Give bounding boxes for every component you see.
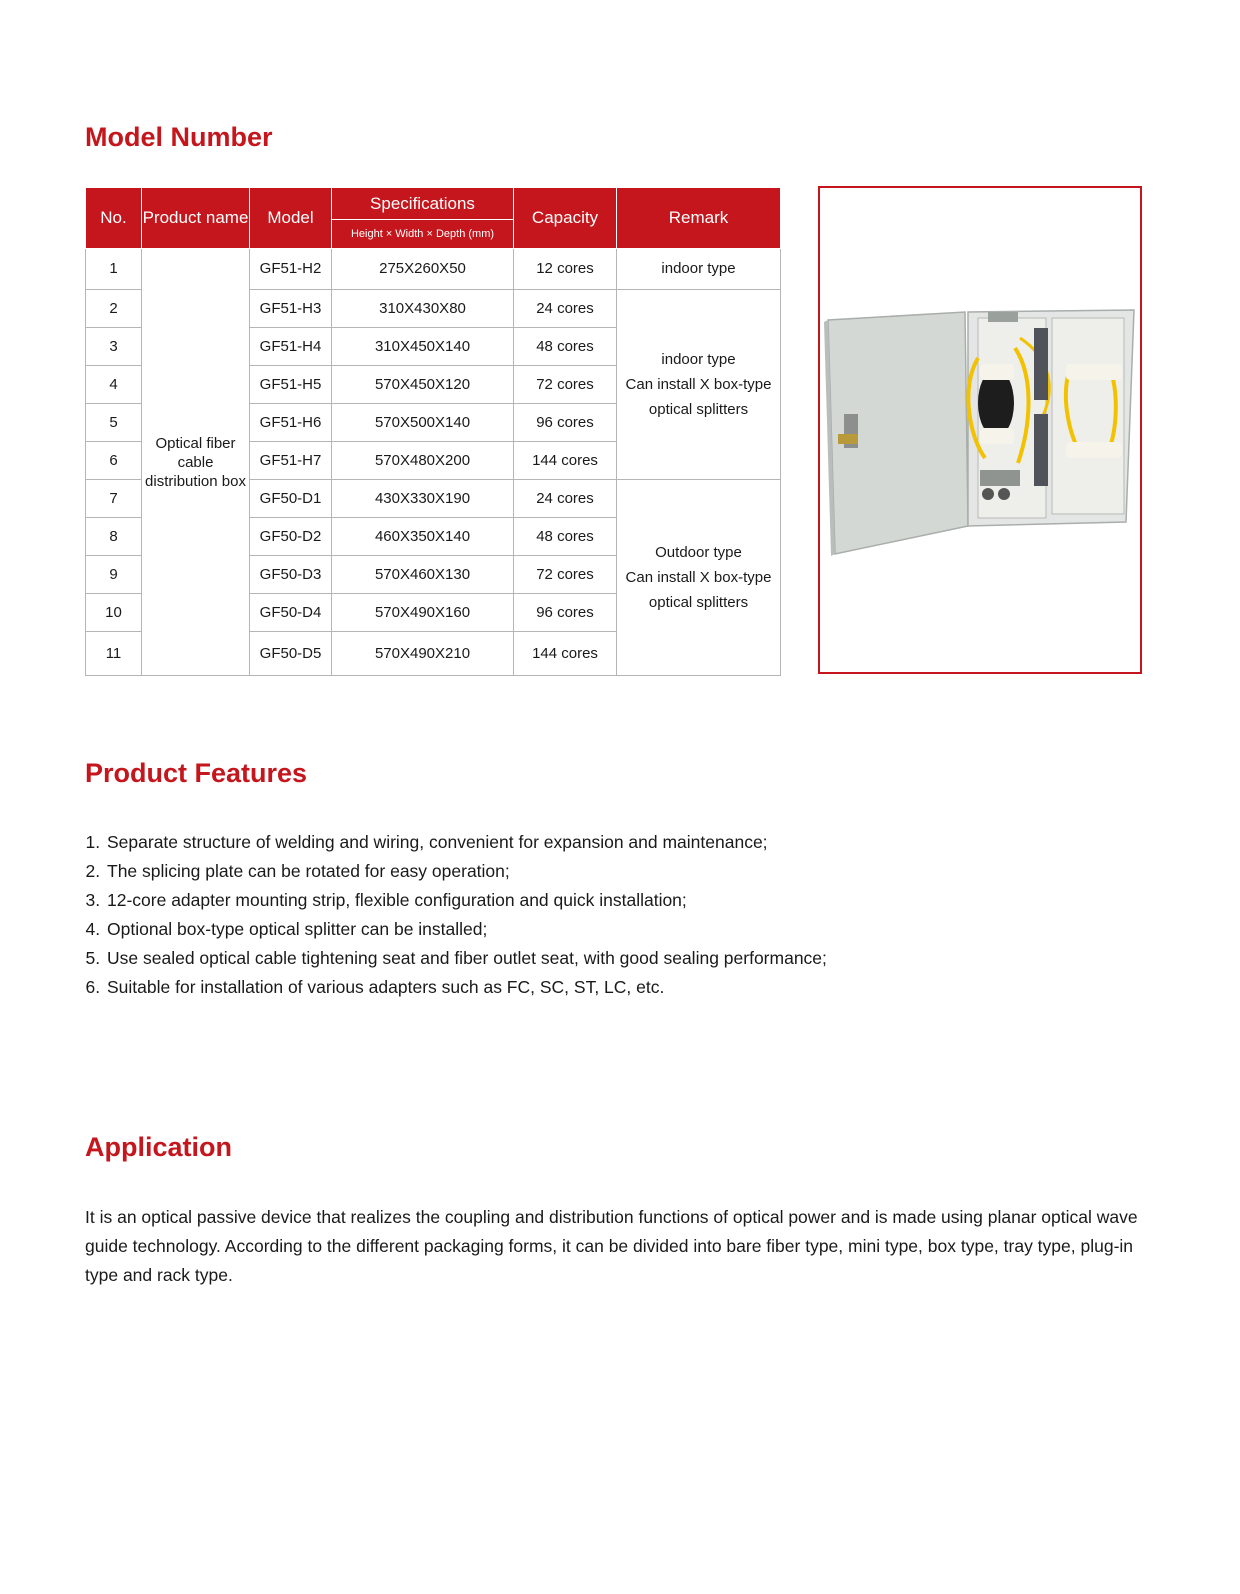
cell-capacity: 72 cores: [514, 366, 617, 404]
cell-remark-indoor-splitter: [617, 290, 781, 480]
cell-remark-outdoor-splitter: [617, 480, 781, 676]
cell-model: GF50-D1: [250, 480, 332, 518]
remark-line: Can install X box-type: [625, 376, 772, 393]
distribution-box-illustration: [820, 188, 1140, 672]
cell-no: 11: [86, 632, 142, 676]
cell-capacity: 96 cores: [514, 404, 617, 442]
cell-spec: 570X490X160: [332, 594, 514, 632]
cell-model: GF50-D4: [250, 594, 332, 632]
heading-model-number: Model Number: [85, 122, 273, 152]
cell-spec: 310X450X140: [332, 328, 514, 366]
product-photo-frame: [818, 186, 1142, 674]
remark-line: indoor type: [661, 351, 736, 368]
cell-no: 1: [86, 249, 142, 290]
cell-spec: 430X330X190: [332, 480, 514, 518]
cell-no: 9: [86, 556, 142, 594]
cell-capacity: 24 cores: [514, 480, 617, 518]
feature-item: 6. Suitable for installation of various adapters such as FC, SC, ST, LC, etc.: [105, 973, 1105, 1002]
header-specifications-sub: Height × Width × Depth (mm): [332, 220, 514, 249]
heading-application: Application: [85, 1132, 232, 1162]
cell-capacity: 48 cores: [514, 518, 617, 556]
cell-model: GF51-H2: [250, 249, 332, 290]
cell-no: 4: [86, 366, 142, 404]
remark-line: optical splitters: [648, 594, 749, 611]
cell-capacity: 12 cores: [514, 249, 617, 290]
cell-spec: 570X450X120: [332, 366, 514, 404]
application-paragraph: It is an optical passive device that realizes the coupling and distribution functions of optical power and is made using planar optical wave guide technology. According to the different packaging forms, it can be divided into bare fiber type, mini type, box type, tray type, plug-in type and rack type.: [85, 1207, 1138, 1285]
cell-spec: 570X500X140: [332, 404, 514, 442]
remark-line: Outdoor type: [655, 544, 742, 561]
remark-line: optical splitters: [648, 401, 749, 418]
header-model: Model: [250, 188, 332, 249]
cell-no: 2: [86, 290, 142, 328]
cell-model: GF50-D5: [250, 632, 332, 676]
cell-capacity: 24 cores: [514, 290, 617, 328]
heading-product-features: Product Features: [85, 758, 308, 788]
cell-spec: 275X260X50: [332, 249, 514, 290]
feature-item: 4. Optional box-type optical splitter can be installed;: [105, 915, 1105, 944]
cell-no: 6: [86, 442, 142, 480]
header-capacity: Capacity: [514, 188, 617, 249]
remark-line: Can install X box-type: [625, 569, 772, 586]
header-product-name: Product name: [142, 188, 250, 249]
cell-capacity: 48 cores: [514, 328, 617, 366]
cell-no: 8: [86, 518, 142, 556]
model-table: [85, 187, 781, 676]
cell-model: GF51-H4: [250, 328, 332, 366]
cell-capacity: 144 cores: [514, 442, 617, 480]
cell-spec: 570X490X210: [332, 632, 514, 676]
feature-item: 1. Separate structure of welding and wiring, convenient for expansion and maintenance;: [105, 828, 1105, 857]
header-remark: Remark: [617, 188, 781, 249]
feature-item: 3. 12-core adapter mounting strip, flexible configuration and quick installation;: [105, 886, 1105, 915]
cell-capacity: 72 cores: [514, 556, 617, 594]
cell-capacity: 96 cores: [514, 594, 617, 632]
cell-no: 10: [86, 594, 142, 632]
cell-model: GF51-H7: [250, 442, 332, 480]
cell-model: GF50-D2: [250, 518, 332, 556]
cell-model: GF50-D3: [250, 556, 332, 594]
cell-spec: 570X480X200: [332, 442, 514, 480]
cell-remark-indoor: indoor type: [617, 249, 781, 290]
feature-item: 2. The splicing plate can be rotated for easy operation;: [105, 857, 1105, 886]
header-specifications: Specifications: [332, 188, 514, 220]
cell-spec: 570X460X130: [332, 556, 514, 594]
cell-no: 5: [86, 404, 142, 442]
header-no: No.: [86, 188, 142, 249]
cell-spec: 310X430X80: [332, 290, 514, 328]
features-list: [85, 828, 1105, 1002]
cell-no: 7: [86, 480, 142, 518]
feature-item: 5. Use sealed optical cable tightening seat and fiber outlet seat, with good sealing performance;: [105, 944, 1105, 973]
cell-product-name: Optical fiber cable distribution box: [142, 249, 250, 676]
cell-no: 3: [86, 328, 142, 366]
cell-spec: 460X350X140: [332, 518, 514, 556]
cell-model: GF51-H5: [250, 366, 332, 404]
cell-model: GF51-H3: [250, 290, 332, 328]
cell-model: GF51-H6: [250, 404, 332, 442]
cell-capacity: 144 cores: [514, 632, 617, 676]
